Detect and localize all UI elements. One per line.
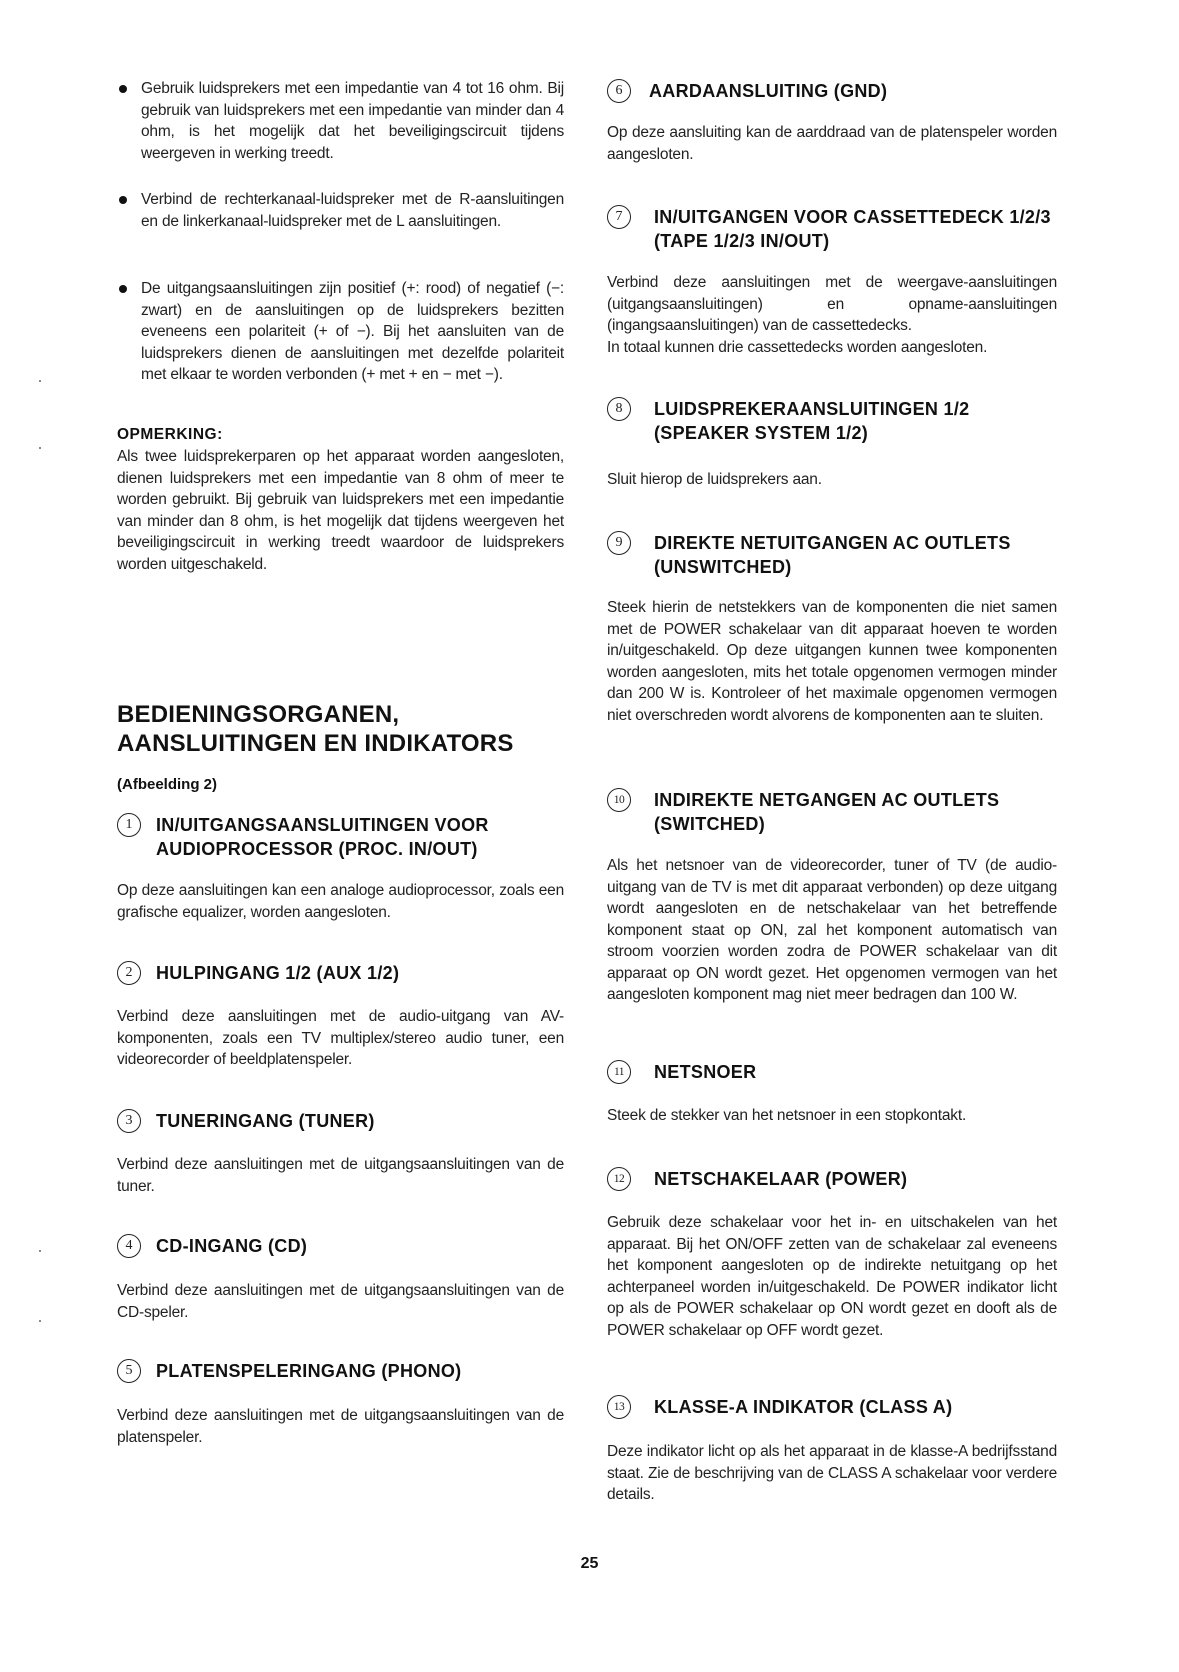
circled-number-5-icon: 5: [117, 1359, 141, 1383]
circled-number-11-icon: 11: [607, 1060, 631, 1084]
circled-number-4-icon: 4: [117, 1234, 141, 1258]
section-12-body: [607, 1212, 1057, 1341]
section-text: Sluit hierop de luidsprekers aan.: [607, 471, 822, 488]
section-12-heading: [607, 1167, 1057, 1191]
scan-speck: [39, 1320, 41, 1322]
figure-reference: [117, 776, 564, 793]
section-title: LUIDSPREKERAANSLUITINGEN 1/2 (SPEAKER SYSTEM 1/2): [654, 399, 970, 443]
section-13-heading: [607, 1395, 1057, 1419]
main-heading: [117, 700, 564, 758]
section-title: KLASSE-A INDIKATOR (CLASS A): [654, 1397, 953, 1417]
page-number: 25: [580, 1555, 599, 1572]
section-text: Op deze aansluiting kan de aarddraad van de platenspeler worden aangesloten.: [607, 124, 1057, 163]
circled-number-3-icon: 3: [117, 1109, 141, 1133]
section-7-heading: [607, 205, 1057, 253]
circled-number-2-icon: 2: [117, 961, 141, 985]
bullet-dot-icon: [119, 85, 127, 93]
section-6-body: [607, 122, 1057, 165]
section-4-heading: [117, 1234, 564, 1258]
section-text: Gebruik deze schakelaar voor het in- en uitschakelen van het apparaat. Bij het ON/OFF zetten van de schakelaar zal eveneens het komponent aangesloten op de indirekte netuitgang op het achterpaneel worden in/uitgeschakeld. De POWER indikator licht op als de POWER schakelaar op ON wordt gezet en dooft als de POWER schakelaar op OFF wordt gezet.: [607, 1214, 1057, 1339]
section-title: HULPINGANG 1/2 (AUX 1/2): [156, 963, 400, 983]
section-title: CD-INGANG (CD): [156, 1236, 308, 1256]
note-block: [117, 426, 564, 575]
section-title: DIREKTE NETUITGANGEN AC OUTLETS (UNSWITCHED): [654, 533, 1011, 577]
circled-number-7-icon: 7: [607, 205, 631, 229]
section-1-heading: [117, 813, 564, 861]
section-9-heading: [607, 531, 1057, 579]
bullet-text: Gebruik luidsprekers met een impedantie van 4 tot 16 ohm. Bij gebruik van luidsprekers met een impedantie van minder dan 4 ohm, is het mogelijk dat het beveiligingscircuit tijdens weergeven in werking treedt.: [141, 80, 564, 162]
scan-speck: [39, 380, 41, 382]
main-heading-line2: AANSLUITINGEN EN INDIKATORS: [117, 730, 514, 757]
scan-speck: [39, 447, 41, 449]
section-2-body: [117, 1006, 564, 1071]
circled-number-10-icon: 10: [607, 788, 631, 812]
note-title: OPMERKING:: [117, 426, 223, 443]
section-title: IN/UITGANGEN VOOR CASSETTEDECK 1/2/3 (TAPE 1/2/3 IN/OUT): [654, 207, 1051, 251]
bullet-text: De uitgangsaansluitingen zijn positief (+: rood) of negatief (−: zwart) en de aansluitingen op de luidsprekers bezitten eveneens een polariteit (+ of −). Bij het aansluiten van de luidsprekers dienen de aansluitingen met dezelfde polariteit met elkaar te worden verbonden (+ met + en − met −).: [141, 280, 564, 383]
figure-reference-text: (Afbeelding 2): [117, 776, 217, 793]
circled-number-9-icon: 9: [607, 531, 631, 555]
section-text: Verbind deze aansluitingen met de uitgangsaansluitingen van de CD-speler.: [117, 1282, 564, 1321]
section-title: IN/UITGANGSAANSLUITINGEN VOOR AUDIOPROCESSOR (PROC. IN/OUT): [156, 815, 489, 859]
section-3-heading: [117, 1109, 564, 1133]
section-text: Verbind deze aansluitingen met de uitgangsaansluitingen van de tuner.: [117, 1156, 564, 1195]
scan-speck: [39, 1250, 41, 1252]
section-title: NETSNOER: [654, 1062, 757, 1082]
section-2-heading: [117, 961, 564, 985]
section-4-body: [117, 1280, 564, 1323]
section-11-body: [607, 1105, 1057, 1127]
section-text: Op deze aansluitingen kan een analoge audioprocessor, zoals een grafische equalizer, worden aangesloten.: [117, 882, 564, 921]
section-text: Verbind deze aansluitingen met de audio-uitgang van AV-komponenten, zoals een TV multiplex/stereo audio tuner, een videorecorder of beeldplatenspeler.: [117, 1008, 564, 1068]
section-6-heading: [607, 79, 1057, 103]
bullet-item: [117, 78, 564, 164]
section-text: Als het netsnoer van de videorecorder, tuner of TV (de audio-uitgang van de TV is met dit apparaat verbonden) op deze uitgang wordt aangesloten en de netschakelaar van het betreffende komponent staat op ON, zal het komponent automatisch van stroom voorzien worden zodra de POWER schakelaar van dit apparaat op ON wordt gezet. Het opgenomen vermogen van het aangesloten komponent mag niet meer bedragen dan 100 W.: [607, 857, 1057, 1003]
section-3-body: [117, 1154, 564, 1197]
circled-number-8-icon: 8: [607, 397, 631, 421]
circled-number-13-icon: 13: [607, 1395, 631, 1419]
bullet-dot-icon: [119, 196, 127, 204]
section-title: NETSCHAKELAAR (POWER): [654, 1169, 908, 1189]
section-5-heading: [117, 1359, 564, 1383]
section-7-body: [607, 272, 1057, 358]
section-8-body: [607, 469, 1057, 491]
section-11-heading: [607, 1060, 1057, 1084]
section-10-body: [607, 855, 1057, 1006]
section-9-body: [607, 597, 1057, 726]
circled-number-12-icon: 12: [607, 1167, 631, 1191]
section-title: AARDAANSLUITING (GND): [649, 81, 888, 101]
section-8-heading: [607, 397, 1057, 445]
bullet-item: [117, 189, 564, 232]
section-text: Verbind deze aansluitingen met de weergave-aansluitingen (uitgangsaansluitingen) en opname-aansluitingen (ingangsaansluitingen) van de cassettedecks.: [607, 274, 1057, 334]
section-title: TUNERINGANG (TUNER): [156, 1111, 375, 1131]
section-title: PLATENSPELERINGANG (PHONO): [156, 1361, 462, 1381]
section-10-heading: [607, 788, 1057, 836]
section-text: Steek hierin de netstekkers van de komponenten die niet samen met de POWER schakelaar van dit apparaat hoeven te worden in/uitgeschakeld. Op deze uitgangen kunnen twee komponenten worden aangesloten, mits het totale opgenomen vermogen minder dan 200 W is. Kontroleer of het maximale opgenomen vermogen niet overschreden wordt alvorens de komponenten aan te sluiten.: [607, 599, 1057, 724]
section-text-2: In totaal kunnen drie cassettedecks worden aangesloten.: [607, 338, 988, 356]
section-5-body: [117, 1405, 564, 1448]
section-title: INDIREKTE NETGANGEN AC OUTLETS (SWITCHED): [654, 790, 1000, 834]
bullet-dot-icon: [119, 285, 127, 293]
bullet-text: Verbind de rechterkanaal-luidspreker met de R-aansluitingen en de linkerkanaal-luidspreker met de L aansluitingen.: [141, 191, 564, 230]
section-1-body: [117, 880, 564, 923]
section-text: Steek de stekker van het netsnoer in een stopkontakt.: [607, 1107, 967, 1124]
section-text: Deze indikator licht op als het apparaat in de klasse-A bedrijfsstand staat. Zie de beschrijving van de CLASS A schakelaar voor verdere details.: [607, 1443, 1057, 1503]
circled-number-6-icon: 6: [607, 79, 631, 103]
circled-number-1-icon: 1: [117, 813, 141, 837]
section-text: Verbind deze aansluitingen met de uitgangsaansluitingen van de platenspeler.: [117, 1407, 564, 1446]
section-13-body: [607, 1441, 1057, 1506]
bullet-item: [117, 278, 564, 386]
main-heading-line1: BEDIENINGSORGANEN,: [117, 701, 400, 728]
note-text: Als twee luidsprekerparen op het apparaat worden aangesloten, dienen luidsprekers met een impedantie van 8 ohm of meer te worden gebruikt. Bij gebruik van luidsprekers met een impedantie van minder dan 8 ohm, is het mogelijk dat tijdens weergeven het beveiligingscircuit in werking treedt waardoor de luidsprekers worden uitgeschakeld.: [117, 448, 564, 573]
